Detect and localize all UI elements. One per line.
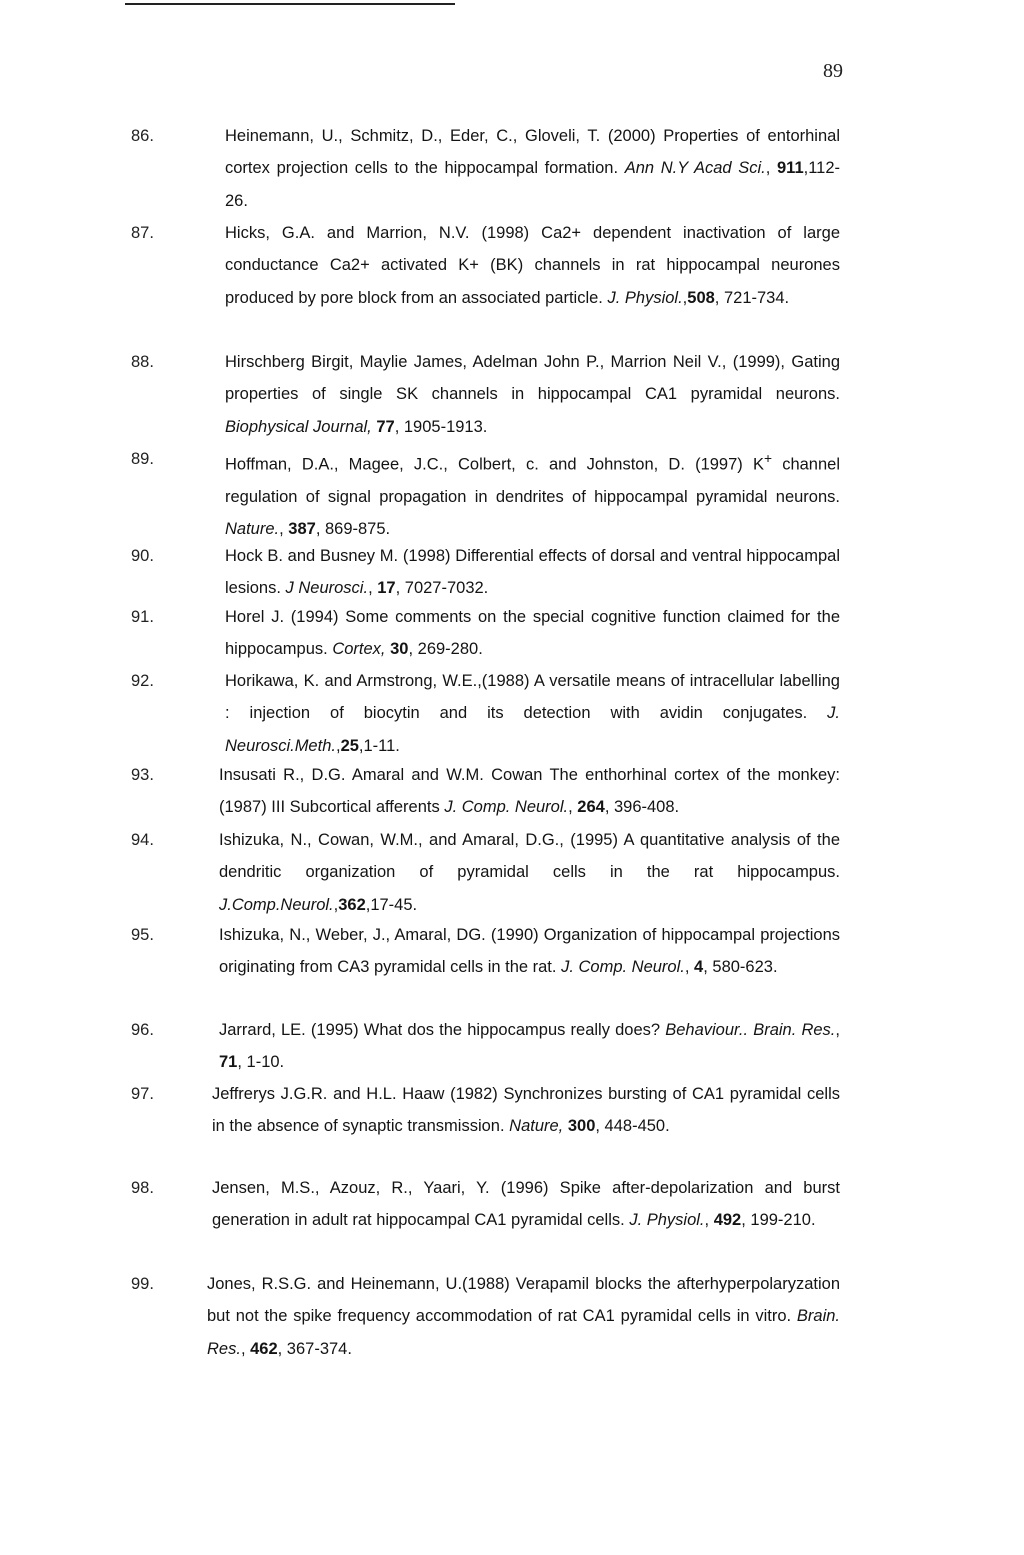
volume-number: 4 xyxy=(694,958,704,977)
journal-name: J. Neurosci.Meth. xyxy=(225,704,840,755)
reference-text-run: + xyxy=(763,451,773,466)
journal-name: J.Comp.Neurol. xyxy=(219,895,334,914)
reference-text-run: channel regulation of signal propagation in dendrites of hippocampal pyramidal neurons. xyxy=(225,455,840,506)
reference-text-run: , xyxy=(682,288,688,307)
reference-text xyxy=(219,824,840,921)
reference-number: 92. xyxy=(131,672,154,690)
journal-name: Ann N.Y Acad Sci. xyxy=(624,159,766,178)
reference-text-run: Ishizuka, N., Cowan, W.M., and Amaral, D.G., (1995) A quantitative analysis of the dendritic organization of pyramidal cells in the rat hippocampus. xyxy=(219,831,840,882)
reference-text-run: , 7027-7032. xyxy=(395,579,489,598)
reference-text xyxy=(225,540,840,605)
reference-number: 98. xyxy=(131,1179,154,1197)
reference-number: 88. xyxy=(131,353,154,371)
reference-text xyxy=(212,1172,840,1237)
reference-text xyxy=(212,1078,840,1143)
reference-text-run: , 448-450. xyxy=(595,1117,670,1136)
volume-number: 30 xyxy=(390,640,409,659)
top-rule xyxy=(125,3,455,5)
reference-text-run: , 1-10. xyxy=(237,1053,285,1072)
reference-text-run: , xyxy=(335,736,341,755)
reference-text-run: , 367-374. xyxy=(277,1339,352,1358)
reference-text-run: , xyxy=(568,798,578,817)
journal-name: J. Physiol. xyxy=(629,1211,705,1230)
journal-name: J. Physiol. xyxy=(607,288,683,307)
reference-text-run: , xyxy=(835,1021,840,1039)
volume-number: 508 xyxy=(687,288,715,307)
reference-number: 97. xyxy=(131,1085,154,1103)
reference-text-run: ,17-45. xyxy=(365,895,418,914)
volume-number: 25 xyxy=(340,736,359,755)
volume-number: 362 xyxy=(338,895,366,914)
reference-text-run: Heinemann, U., Schmitz, D., Eder, C., Gloveli, T. (2000) Properties of entorhinal cortex projection cells to the hippocampal formation. xyxy=(225,127,840,178)
reference-number: 90. xyxy=(131,547,154,565)
journal-name: Nature. xyxy=(225,520,280,539)
reference-number: 96. xyxy=(131,1021,154,1039)
reference-text-run: Jensen, M.S., Azouz, R., Yaari, Y. (1996) Spike after-depolarization and burst generation in adult rat hippocampal CA1 pyramidal cells. xyxy=(212,1179,840,1230)
reference-number: 86. xyxy=(131,127,154,145)
reference-text-run: Ishizuka, N., Weber, J., Amaral, DG. (1990) Organization of hippocampal projections originating from CA3 pyramidal cells in the rat. xyxy=(219,926,840,977)
reference-text-run: ,112-26. xyxy=(225,159,841,210)
volume-number: 462 xyxy=(250,1339,278,1358)
reference-text xyxy=(225,217,840,314)
reference-text-run: , 269-280. xyxy=(408,640,483,659)
reference-text-run: Jones, R.S.G. and Heinemann, U.(1988) Verapamil blocks the afterhyperpolaryzation but not the spike frequency accommodation of rat CA1 pyramidal cells in vitro. xyxy=(207,1275,840,1326)
volume-number: 492 xyxy=(713,1211,742,1230)
reference-text-run: , xyxy=(333,895,339,914)
page-number: 89 xyxy=(823,60,843,82)
reference-text-run: Hirschberg Birgit, Maylie James, Adelman John P., Marrion Neil V., (1999), Gating properties of single SK channels in hippocampal CA1 pyramidal neurons. xyxy=(225,353,840,404)
reference-text-run: Jeffrerys J.G.R. and H.L. Haaw (1982) Synchronizes bursting of CA1 pyramidal cells in the absence of synaptic transmission. xyxy=(212,1085,840,1136)
journal-name: Behaviour.. Brain. Res. xyxy=(665,1021,836,1039)
reference-text-run: Jarrard, LE. (1995) What dos the hippocampus really does? xyxy=(219,1021,666,1039)
volume-number: 300 xyxy=(567,1117,596,1136)
volume-number: 17 xyxy=(377,579,396,598)
reference-text xyxy=(225,601,840,666)
reference-text-run: Insusati R., D.G. Amaral and W.M. Cowan The enthorhinal cortex of the monkey: (1987) III Subcortical afferents xyxy=(219,766,840,817)
reference-text-run: , 580-623. xyxy=(703,958,778,977)
volume-number: 387 xyxy=(288,520,316,539)
reference-text xyxy=(225,120,840,217)
reference-text-run: , xyxy=(704,1211,714,1230)
journal-name: J. Comp. Neurol. xyxy=(444,798,569,817)
reference-text-run: Horikawa, K. and Armstrong, W.E.,(1988) A versatile means of intracellular labelling : injection of biocytin and its detection with avidin conjugates. xyxy=(225,672,840,723)
journal-name: Biophysical Journal, xyxy=(225,417,372,436)
reference-text-run: , xyxy=(279,520,289,539)
reference-text-run: Hoffman, D.A., Magee, J.C., Colbert, c. and Johnston, D. (1997) K xyxy=(225,455,764,474)
journal-name: J Neurosci. xyxy=(285,579,369,598)
journal-name: Nature, xyxy=(509,1117,564,1136)
reference-text-run: , 199-210. xyxy=(741,1211,816,1230)
journal-name: J. Comp. Neurol. xyxy=(561,958,685,977)
reference-text-run: ,1-11. xyxy=(358,736,400,755)
reference-number: 95. xyxy=(131,926,154,944)
reference-text-run: , 869-875. xyxy=(315,520,391,539)
reference-text xyxy=(207,1268,840,1365)
reference-number: 93. xyxy=(131,766,154,784)
reference-text-run: , xyxy=(368,579,378,598)
reference-text xyxy=(219,1014,840,1079)
reference-text xyxy=(225,665,840,762)
reference-text-run: , xyxy=(765,159,777,178)
reference-text-run: , 721-734. xyxy=(714,288,790,307)
reference-text-run: , 1905-1913. xyxy=(394,417,488,436)
reference-text-run: Hock B. and Busney M. (1998) Differential effects of dorsal and ventral hippocampal lesions. xyxy=(225,547,840,598)
volume-number: 77 xyxy=(376,417,395,436)
reference-text-run: Hicks, G.A. and Marrion, N.V. (1998) Ca2+ dependent inactivation of large conductance Ca2+ activated K+ (BK) channels in rat hippocampal neurones produced by pore block from an associated particle. xyxy=(225,224,840,307)
reference-number: 91. xyxy=(131,608,154,626)
reference-text-run: Horel J. (1994) Some comments on the special cognitive function claimed for the hippocampus. xyxy=(225,608,840,659)
reference-number: 87. xyxy=(131,224,154,242)
volume-number: 911 xyxy=(777,159,804,178)
reference-text xyxy=(225,346,840,443)
reference-number: 89. xyxy=(131,450,154,468)
reference-number: 94. xyxy=(131,831,154,849)
journal-name: Cortex, xyxy=(332,640,386,659)
volume-number: 71 xyxy=(219,1053,238,1072)
volume-number: 264 xyxy=(577,798,605,817)
reference-text xyxy=(219,919,840,984)
reference-text xyxy=(225,443,840,545)
reference-text xyxy=(219,759,840,824)
reference-text-run: , xyxy=(684,958,695,977)
reference-text-run: , 396-408. xyxy=(604,798,680,817)
journal-name: Brain. Res. xyxy=(207,1307,840,1358)
reference-number: 99. xyxy=(131,1275,154,1293)
reference-text-run: , xyxy=(240,1339,251,1358)
